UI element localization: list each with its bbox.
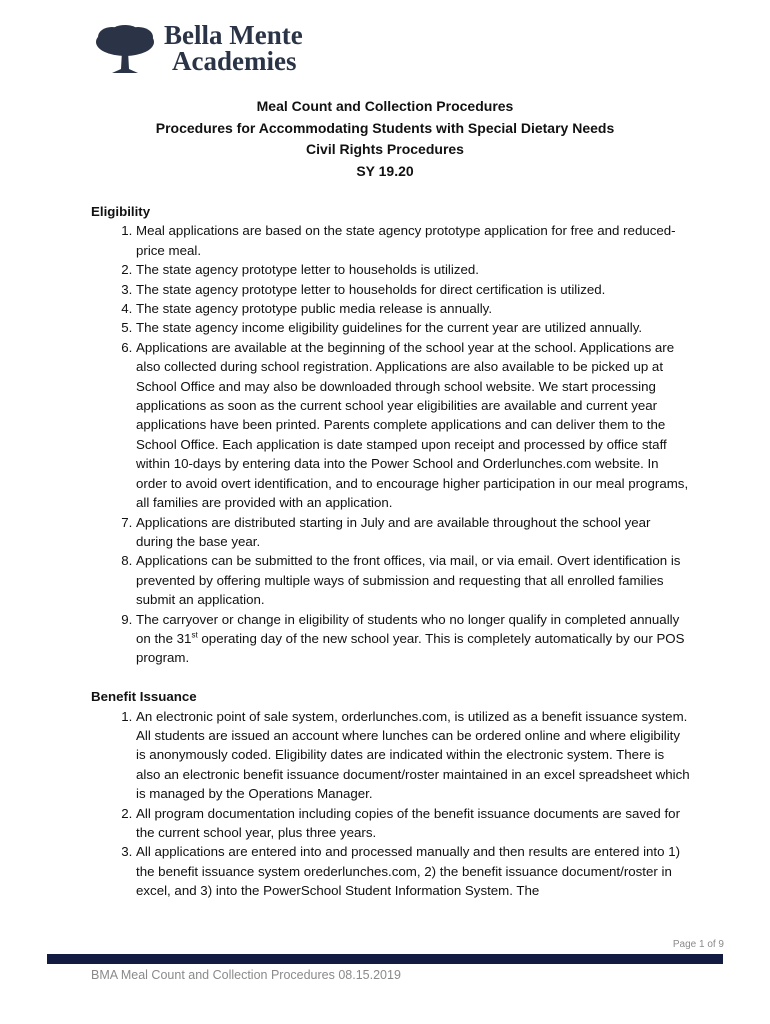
list-item: 7. Applications are distributed starting in July and are available throughout the school year during the base year. [136,513,691,552]
title-2: Procedures for Accommodating Students with Special Dietary Needs [155,119,615,136]
logo-wordmark [164,22,303,74]
list-item-text: The carryover or change in eligibility of students who no longer qualify in completed annually on the 31 [136,611,680,646]
benefit-issuance-heading: Benefit Issuance [91,689,197,705]
list-item [136,610,691,668]
list-item: 6. Applications are available at the beginning of the school year at the school. Applications are also collected during school registration. Applications are also available to be picked up at School Office and may also be downloaded through school website. We start processing applications as soon as the current school year eligibilities are available and current year applications have been printed. Parents complete applications and can deliver them to the School Office. Each application is date stamped upon receipt and processed by office staff within 10-days by entering data into the Power School and Orderlunches.com website. In order to avoid overt identification, and to encourage higher participation in our meal programs, all families are provided with an application. [136,338,691,513]
page-number: Page 1 of 9 [672,939,724,950]
ordinal-suffix: st [191,630,198,640]
logo-line-2: Academies [172,46,297,76]
title-4: SY 19.20 [356,162,414,179]
list-item-text: operating day of the new school year. This is completely automatically by our POS program. [136,630,685,666]
list-item: 4. The state agency prototype public media release is annually. [136,299,691,318]
footer-document-label: BMA Meal Count and Collection Procedures 08.15.2019 [91,968,401,982]
list-item: 2. All program documentation including copies of the benefit issuance documents are saved for the current school year, plus three years. [136,804,691,843]
list-item: 2. The state agency prototype letter to households is utilized. [136,260,691,279]
footer-divider [47,954,723,964]
document-titles [0,96,770,182]
title-1: Meal Count and Collection Procedures [256,98,514,114]
logo-line-1: Bella Mente [164,20,303,50]
eligibility-heading: Eligibility [91,204,151,219]
document-body [91,202,691,901]
list-item: 8. Applications can be submitted to the front offices, via mail, or via email. Overt identification is prevented by offering multiple ways of submission and requesting that all enrolled families submit an application. [136,551,691,609]
tree-icon [94,25,156,75]
list-item: 1. An electronic point of sale system, orderlunches.com, is utilized as a benefit issuance system. All students are issued an account where lunches can be ordered online and where eligibility is anonymously coded. Eligibility dates are indicated within the electronic system. There is also an electronic benefit issuance document/roster maintained in an excel spreadsheet which is managed by the Operations Manager. [136,707,691,804]
benefit-issuance-list [91,707,691,901]
title-3: Civil Rights Procedures [306,141,464,157]
list-item: 1. Meal applications are based on the state agency prototype application for free and reduced-price meal. [136,221,691,260]
list-item: 3. The state agency prototype letter to households for direct certification is utilized. [136,280,691,299]
list-item: 5. The state agency income eligibility guidelines for the current year are utilized annually. [136,318,691,337]
eligibility-list [91,221,691,667]
list-item: 3. All applications are entered into and processed manually and then results are entered into 1) the benefit issuance system orederlunches.com, 2) the benefit issuance document/roster in excel, and 3) into the PowerSchool Student Information System. The [136,842,691,900]
